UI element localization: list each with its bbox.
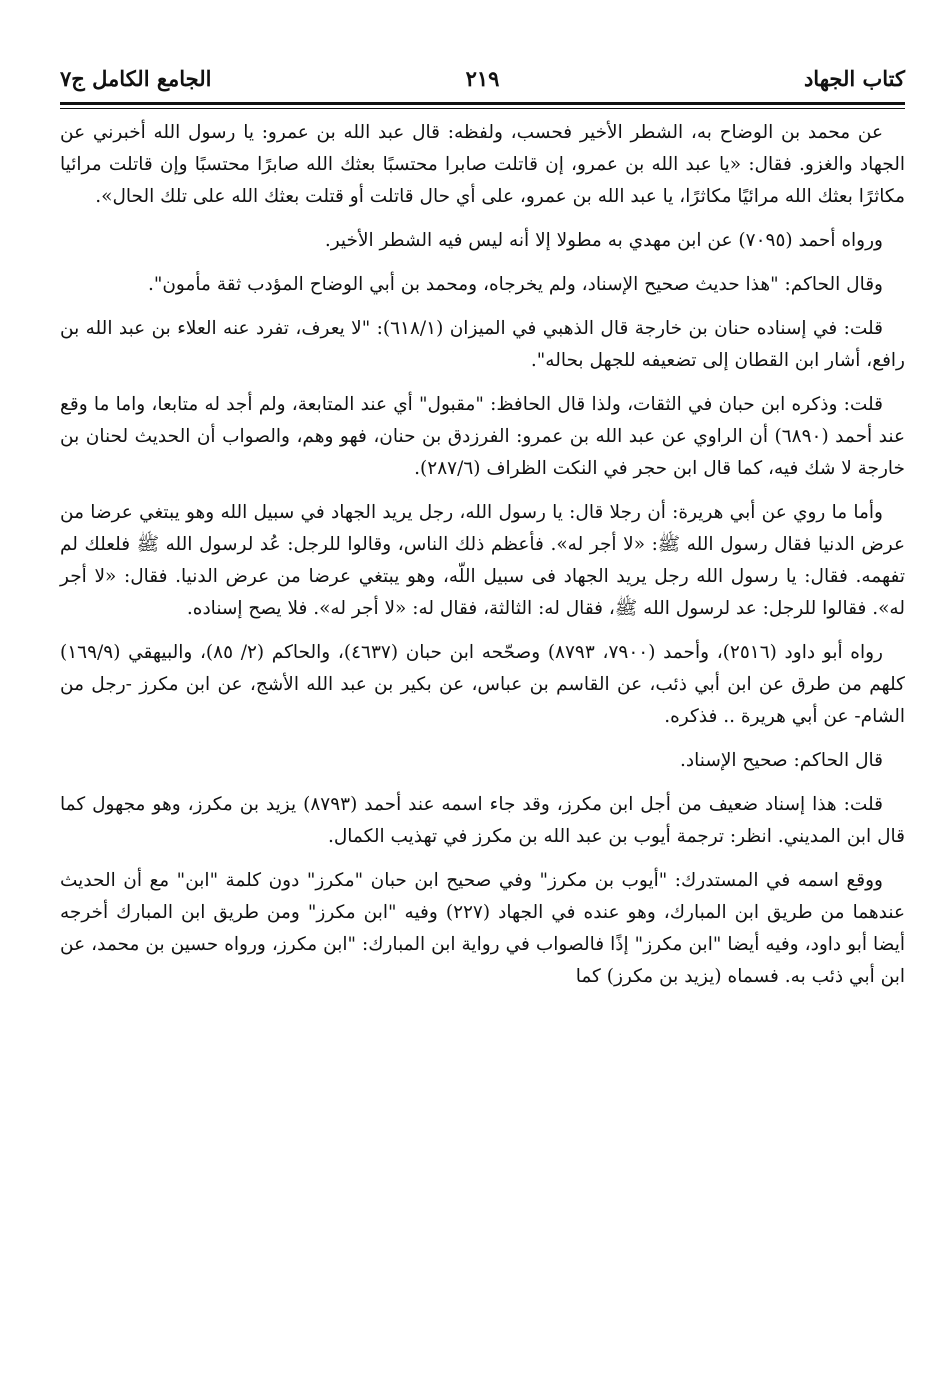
header-rule-thick <box>60 102 905 105</box>
paragraph: ورواه أحمد (٧٠٩٥) عن ابن مهدي به مطولا إلا أنه ليس فيه الشطر الأخير. <box>324 230 883 251</box>
paragraph: عن محمد بن الوضاح به، الشطر الأخير فحسب، ولفظه: قال عبد الله بن عمرو: يا رسول الله أخبرني عن الجهاد والغزو. فقال: «يا عبد الله بن عمرو، إن قاتلت صابرا محتسبًا بعثك الله صابرًا محتسبًا وإن قاتلت مرائيا مكاثرًا بعثك الله مرائيًا مكاثرًا، يا عبد الله بن عمرو، على أي حال قاتلت أو قتلت بعثك الله على تلك الحال». <box>60 122 905 207</box>
volume-title: الجامع الكامل ج٧ <box>60 66 212 91</box>
book-page <box>60 60 905 993</box>
paragraph: قلت: في إسناده حنان بن خارجة قال الذهبي في الميزان (٦١٨/١): "لا يعرف، تفرد عنه العلاء بن عبد الله بن رافع، أشار ابن القطان إلى تضعيفه للجهل بحاله". <box>60 318 905 371</box>
paragraph: قلت: وذكره ابن حبان في الثقات، ولذا قال الحافظ: "مقبول" أي عند المتابعة، ولم أجد له متابعا، واما ما وقع عند أحمد (٦٨٩٠) أن الراوي عن عبد الله بن عمرو: الفرزدق بن حنان، فهو وهم، والصواب أن الحديث لحنان بن خارجة لا شك فيه، كما قال ابن حجر في النكت الظراف (٢٨٧/٦). <box>60 394 905 479</box>
paragraph: قلت: هذا إسناد ضعيف من أجل ابن مكرز، وقد جاء اسمه عند أحمد (٨٧٩٣) يزيد بن مكرز، وهو مجهول كما قال ابن المديني. انظر: ترجمة أيوب بن عبد الله بن مكرز في تهذيب الكمال. <box>60 794 905 847</box>
paragraph: رواه أبو داود (٢٥١٦)، وأحمد (٧٩٠٠، ٨٧٩٣) وصحّحه ابن حبان (٤٦٣٧)، والحاكم (٢/ ٨٥)، والبيهقي (١٦٩/٩) كلهم من طرق عن ابن أبي ذئب، عن القاسم بن عباس، عن بكير بن عبد الله الأشج، عن ابن مكرز -رجل من الشام- عن أبي هريرة .. فذكره. <box>60 642 905 727</box>
page-number: ٢١٩ <box>465 66 500 91</box>
paragraph: ووقع اسمه في المستدرك: "أيوب بن مكرز" وفي صحيح ابن حبان "مكرز" دون كلمة "ابن" مع أن الحديث عندهما من طريق ابن المبارك، وهو عنده في الجهاد (٢٢٧) وفيه "ابن مكرز" ومن طريق ابن المبارك أخرجه أيضا أبو داود، وفيه أيضا "ابن مكرز" إذًا فالصواب في رواية ابن المبارك: "ابن مكرز، ورواه حسين بن محمد، عن ابن أبي ذئب به. فسماه (يزيد بن مكرز) كما <box>60 870 905 987</box>
page-body <box>60 117 905 993</box>
paragraph: وقال الحاكم: "هذا حديث صحيح الإسناد، ولم يخرجاه، ومحمد بن أبي الوضاح المؤدب ثقة مأمون". <box>147 274 883 295</box>
page-header <box>60 60 905 102</box>
paragraph: وأما ما روي عن أبي هريرة: أن رجلا قال: يا رسول الله، رجل يريد الجهاد في سبيل الله وهو يبتغي عرضا من عرض الدنيا فقال رسول الله ﷺ: «لا أجر له». فأعظم ذلك الناس، وقالوا للرجل: عُد لرسول الله ﷺ فلعلك لم تفهمه. فقال: يا رسول الله رجل يريد الجهاد فى سبيل اللّه، وهو يبتغي عرضا من عرض الدنيا. فقال: «لا أجر له». فقالوا للرجل: عد لرسول الله ﷺ، فقال له: الثالثة، فقال له: «لا أجر له». فلا يصح إسناده. <box>60 502 905 619</box>
book-title: كتاب الجهاد <box>803 66 905 91</box>
paragraph: قال الحاكم: صحيح الإسناد. <box>680 750 883 771</box>
header-rule-thin <box>60 108 905 109</box>
